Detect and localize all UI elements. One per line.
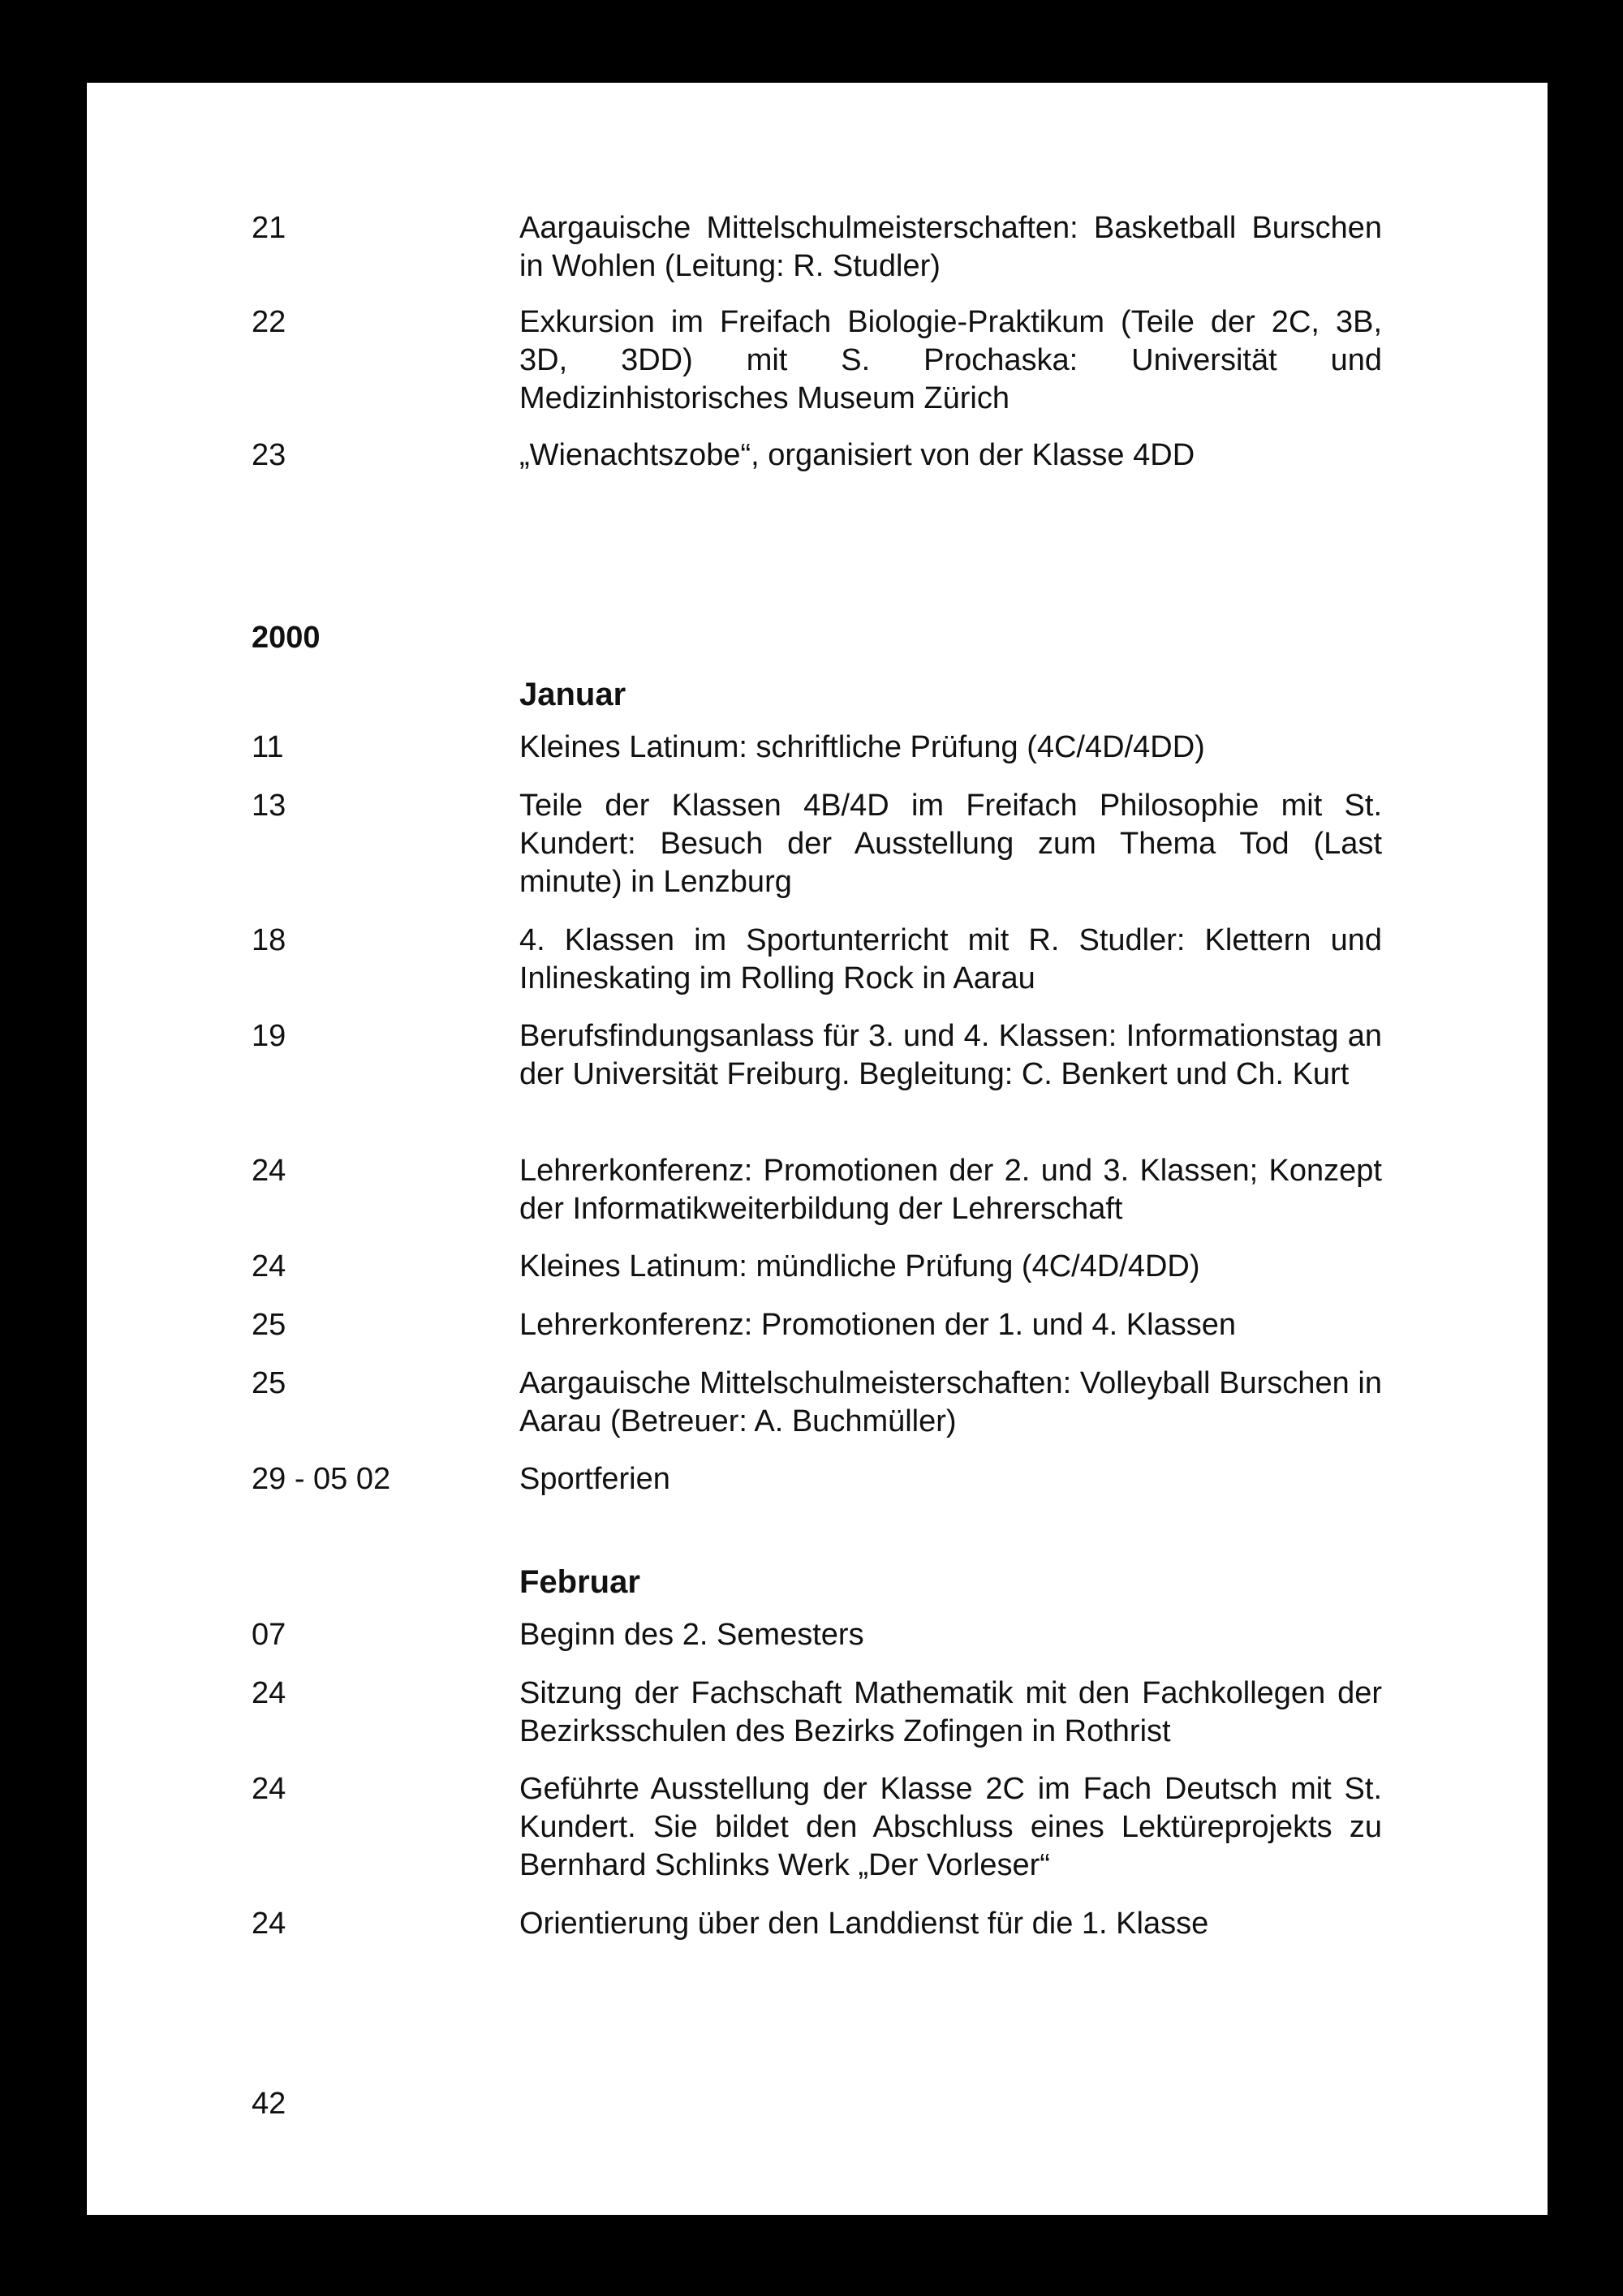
entry-date: 19 — [252, 1019, 286, 1053]
entry-text: Geführte Ausstellung der Klasse 2C im Fach Deutsch mit St. Kundert. Sie bildet den Abschluss eines Lektüreprojekts zu Bernhard Schlinks Werk „Der Vorleser“ — [519, 1772, 1382, 1882]
entry-date: 24 — [252, 1249, 286, 1283]
entry-date: 07 — [252, 1618, 286, 1652]
entry-date: 18 — [252, 923, 286, 957]
entry-date: 21 — [252, 211, 286, 245]
entry-date: 24 — [252, 1772, 286, 1806]
entry-date: 25 — [252, 1366, 286, 1400]
entry-text: Berufsfindungsanlass für 3. und 4. Klassen: Informationstag an der Universität Freiburg. Begleitung: C. Benkert und Ch. Kurt — [519, 1019, 1382, 1091]
entry-text: „Wienachtszobe“, organisiert von der Klasse 4DD — [519, 438, 1195, 472]
entry-date: 23 — [252, 438, 286, 472]
page-content — [87, 83, 1548, 2215]
entry-date: 22 — [252, 305, 286, 339]
document-page — [87, 83, 1548, 2215]
entry-date: 24 — [252, 1676, 286, 1710]
entry-date: 25 — [252, 1308, 286, 1342]
entry-text: Kleines Latinum: mündliche Prüfung (4C/4D/4DD) — [519, 1249, 1200, 1283]
entry-date: 29 - 05 02 — [252, 1462, 391, 1496]
entry-text: Aargauische Mittelschulmeisterschaften: Basketball Burschen in Wohlen (Leitung: R. Studler) — [519, 211, 1382, 283]
entry-text: Sportferien — [519, 1462, 670, 1496]
entry-text: Exkursion im Freifach Biologie-Praktikum (Teile der 2C, 3B, 3D, 3DD) mit S. Prochaska: Universität und Medizinhistorisches Museum Zürich — [519, 305, 1382, 415]
entry-text: Kleines Latinum: schriftliche Prüfung (4C/4D/4DD) — [519, 730, 1205, 764]
entry-text: Lehrerkonferenz: Promotionen der 1. und 4. Klassen — [519, 1308, 1236, 1342]
entry-text: Orientierung über den Landdienst für die 1. Klasse — [519, 1907, 1209, 1941]
month-heading-februar: Februar — [519, 1564, 640, 1600]
entry-text: Teile der Klassen 4B/4D im Freifach Philosophie mit St. Kundert: Besuch der Ausstellung zum Thema Tod (Last minute) in Lenzburg — [519, 789, 1382, 899]
entry-date: 24 — [252, 1154, 286, 1188]
month-heading-januar: Januar — [519, 677, 626, 712]
entry-text: 4. Klassen im Sportunterricht mit R. Studler: Klettern und Inlineskating im Rolling Rock in Aarau — [519, 923, 1382, 995]
year-heading: 2000 — [252, 621, 321, 655]
page-number: 42 — [252, 2087, 286, 2121]
entry-date: 11 — [252, 730, 284, 764]
entry-date: 13 — [252, 789, 286, 823]
entry-text: Beginn des 2. Semesters — [519, 1618, 864, 1652]
entry-text: Lehrerkonferenz: Promotionen der 2. und 3. Klassen; Konzept der Informatikweiterbildung der Lehrerschaft — [519, 1154, 1382, 1226]
entry-text: Sitzung der Fachschaft Mathematik mit den Fachkollegen der Bezirksschulen des Bezirks Zofingen in Rothrist — [519, 1676, 1382, 1748]
entry-date: 24 — [252, 1907, 286, 1941]
entry-text: Aargauische Mittelschulmeisterschaften: Volleyball Burschen in Aarau (Betreuer: A. Buchmüller) — [519, 1366, 1382, 1438]
